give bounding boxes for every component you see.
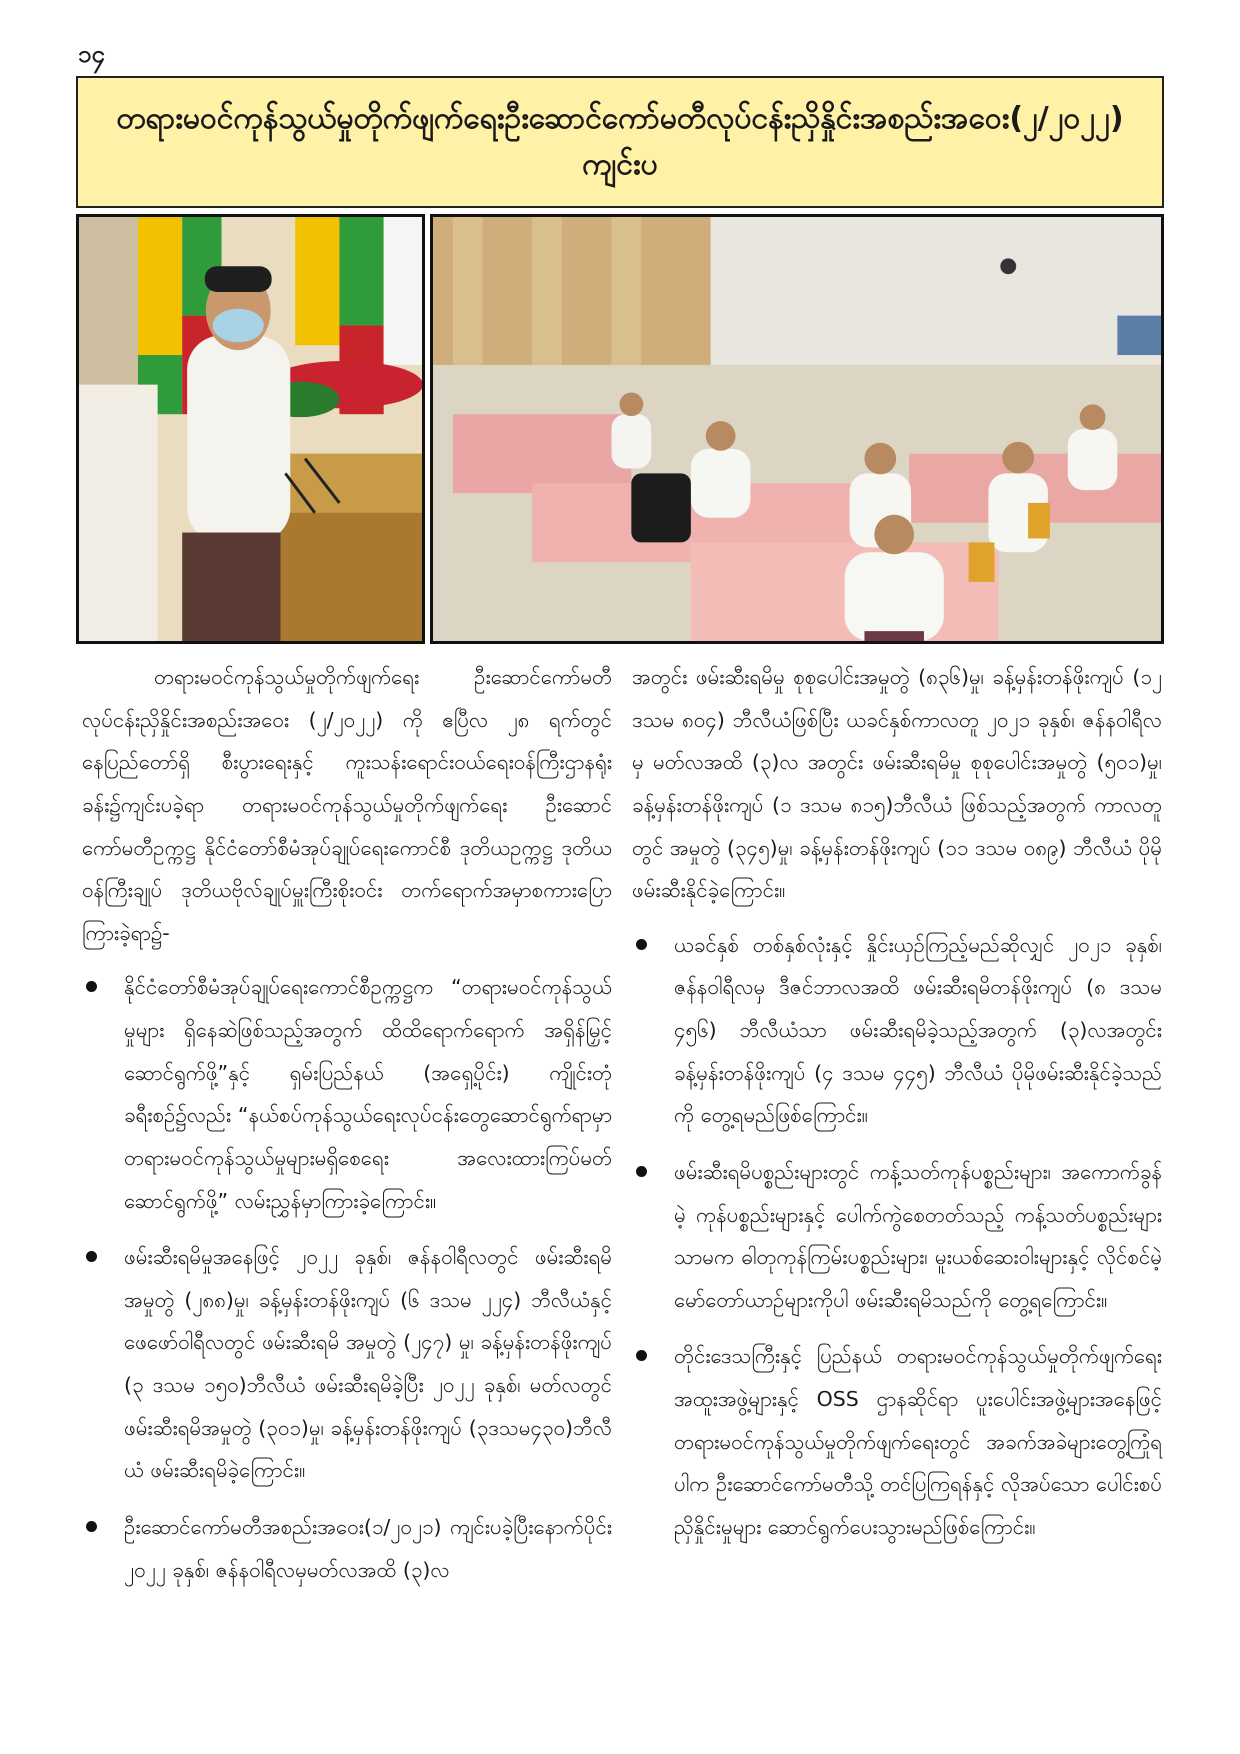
article-title-line-2: ကျင်းပ xyxy=(582,147,658,182)
bullet-item xyxy=(82,1236,612,1492)
bullet-text: ယခင်နှစ် တစ်နှစ်လုံးနှင့် နှိုင်းယှဉ်ကြည့်မည်ဆိုလျှင် ၂၀၂၁ ခုနှစ်၊ ဇန်နဝါရီလမှ ဒီဇင်ဘာလအထိ ဖမ်းဆီးရမိတန်ဖိုးကျပ် (၈ ဒသမ ၄၅၆) ဘီလီယံသာ ဖမ်းဆီးရမိခဲ့သည့်အတွက် (၃)လအတွင်း ခန့်မှန်းတန်ဖိုးကျပ် (၄ ဒသမ ၄၄၅) ဘီလီယံ ပိုမိုဖမ်းဆီးနိုင်ခဲ့သည်ကို တွေ့ရမည်ဖြစ်ကြောင်း။ xyxy=(674,932,1162,1128)
bullet-dot xyxy=(636,939,647,950)
bullet-text: နိုင်ငံတော်စီမံအုပ်ချုပ်ရေးကောင်စီဥက္ကဋ္ဌက “တရားမဝင်ကုန်သွယ်မှုများ ရှိနေဆဲဖြစ်သည့်အတွက် ထိထိရောက်ရောက် အရှိန်မြှင့်ဆောင်ရွက်ဖို့”နှင့် ရှမ်းပြည်နယ် (အရှေ့ပိုင်း) ကျိုင်းတုံခရီးစဉ်၌လည်း “နယ်စပ်ကုန်သွယ်ရေးလုပ်ငန်းတွေဆောင်ရွက်ရာမှာ တရားမဝင်ကုန်သွယ်မှုများမရှိစေရေး အလေးထားကြပ်မတ်ဆောင်ရွက်ဖို့” လမ်းညွှန်မှာကြားခဲ့ကြောင်း။ xyxy=(124,975,612,1213)
article-title-line-1: တရားမဝင်ကုန်သွယ်မှုတိုက်ဖျက်ရေးဦးဆောင်ကော်မတီလုပ်ငန်းညှိနှိုင်းအစည်းအဝေး(၂/၂၀၂၂) xyxy=(116,100,1124,136)
right-text-column xyxy=(632,656,1162,1563)
speaker-at-podium-photo xyxy=(76,214,425,644)
page-number: ၁၄ xyxy=(78,40,105,68)
bullet-text: ဦးဆောင်ကော်မတီအစည်းအဝေး(၁/၂၀၂၁) ကျင်းပခဲ့ပြီးနောက်ပိုင်း ၂၀၂၂ ခုနှစ်၊ ဇန်နဝါရီလမှမတ်လအထိ (၃)လ xyxy=(124,1514,612,1582)
bullet-text: ဖမ်းဆီးရမိမှုအနေဖြင့် ၂၀၂၂ ခုနှစ်၊ ဇန်နဝါရီလတွင် ဖမ်းဆီးရမိအမှုတွဲ (၂၈၈)မှု၊ ခန့်မှန်းတန်ဖိုးကျပ် (၆ ဒသမ ၂၂၄) ဘီလီယံနှင့် ဖေဖော်ဝါရီလတွင် ဖမ်းဆီးရမိ အမှုတွဲ (၂၄၇) မှု၊ ခန့်မှန်းတန်ဖိုးကျပ် (၃ ဒသမ ၁၅၀)ဘီလီယံ ဖမ်းဆီးရမိခဲ့ပြီး ၂၀၂၂ ခုနှစ်၊ မတ်လတွင် ဖမ်းဆီးရမိအမှုတွဲ (၃၀၁)မှု၊ ခန့်မှန်းတန်ဖိုးကျပ် (၃ဒသမ၄၃၀)ဘီလီယံ ဖမ်းဆီးရမိခဲ့ကြောင်း။ xyxy=(124,1245,612,1483)
article-title-box xyxy=(76,76,1164,208)
bullet-dot xyxy=(86,1521,97,1532)
bullet-text: ဖမ်းဆီးရမိပစ္စည်းများတွင် ကန့်သတ်ကုန်ပစ္စည်းများ၊ အကောက်ခွန်မဲ့ ကုန်ပစ္စည်းများနှင့် ပေါက်ကွဲစေတတ်သည့် ကန့်သတ်ပစ္စည်းများသာမက ဓါတုကုန်ကြမ်းပစ္စည်းများ၊ မူးယစ်ဆေးဝါးများနှင့် လိုင်စင်မဲ့မော်တော်ယာဉ်များကိုပါ ဖမ်းဆီးရမိသည်ကို တွေ့ရကြောင်း။ xyxy=(674,1159,1162,1312)
bullet-dot xyxy=(636,1166,647,1177)
bullet-dot xyxy=(86,981,97,992)
continuation-paragraph: အတွင်း ဖမ်းဆီးရမိမှု စုစုပေါင်းအမှုတွဲ (၈၃၆)မှု၊ ခန့်မှန်းတန်ဖိုးကျပ် (၁၂ ဒသမ ၈၀၄) ဘီလီယံဖြစ်ပြီး ယခင်နှစ်ကာလတူ ၂၀၂၁ ခုနှစ်၊ ဇန်နဝါရီလမှ မတ်လအထိ (၃)လ အတွင်း ဖမ်းဆီးရမိမှု စုစုပေါင်းအမှုတွဲ (၅၀၁)မှု၊ ခန့်မှန်းတန်ဖိုးကျပ် (၁ ဒသမ ၈၁၅)ဘီလီယံ ဖြစ်သည့်အတွက် ကာလတူတွင် အမှုတွဲ (၃၄၅)မှု၊ ခန့်မှန်းတန်ဖိုးကျပ် (၁၁ ဒသမ ၀၈၉) ဘီလီယံ ပိုမိုဖမ်းဆီးနိုင်ခဲ့ကြောင်း။ xyxy=(632,665,1162,903)
bullet-item xyxy=(82,1506,612,1591)
bullet-dot xyxy=(636,1350,647,1361)
bullet-dot xyxy=(86,1251,97,1262)
intro-paragraph: တရားမဝင်ကုန်သွယ်မှုတိုက်ဖျက်ရေး ဦးဆောင်ကော်မတီ လုပ်ငန်းညှိနှိုင်းအစည်းအဝေး (၂/၂၀၂၂) ကို ဧပြီလ ၂၈ ရက်တွင် နေပြည်တော်ရှိ စီးပွားရေးနှင့် ကူးသန်းရောင်းဝယ်ရေးဝန်ကြီးဌာနရုံးခန်း၌ကျင်းပခဲ့ရာ တရားမဝင်ကုန်သွယ်မှုတိုက်ဖျက်ရေး ဦးဆောင်ကော်မတီဥက္ကဋ္ဌ နိုင်ငံတော်စီမံအုပ်ချုပ်ရေးကောင်စီ ဒုတိယဥက္ကဋ္ဌ ဒုတိယဝန်ကြီးချုပ် ဒုတိယဗိုလ်ချုပ်မှူးကြီးစိုးဝင်း တက်ရောက်အမှာစကားပြောကြားခဲ့ရာ၌- xyxy=(82,665,612,945)
bullet-item xyxy=(632,924,1162,1137)
bullet-item xyxy=(632,1151,1162,1322)
bullet-text: တိုင်းဒေသကြီးနှင့် ပြည်နယ် တရားမဝင်ကုန်သွယ်မှုတိုက်ဖျက်ရေးအထူးအဖွဲ့များနှင့် OSS ဌာနဆိုင်ရာ ပူးပေါင်းအဖွဲ့များအနေဖြင့် တရားမဝင်ကုန်သွယ်မှုတိုက်ဖျက်ရေးတွင် အခက်အခဲများတွေ့ကြုံရပါက ဦးဆောင်ကော်မတီသို့ တင်ပြကြရန်နှင့် လိုအပ်သော ပေါင်းစပ်ညှိနှိုင်းမှုများ ဆောင်ရွက်ပေးသွားမည်ဖြစ်ကြောင်း။ xyxy=(674,1344,1162,1539)
bullet-item xyxy=(632,1335,1162,1548)
left-text-column xyxy=(82,656,612,1605)
meeting-hall-photo xyxy=(430,214,1164,644)
bullet-item xyxy=(82,966,612,1222)
